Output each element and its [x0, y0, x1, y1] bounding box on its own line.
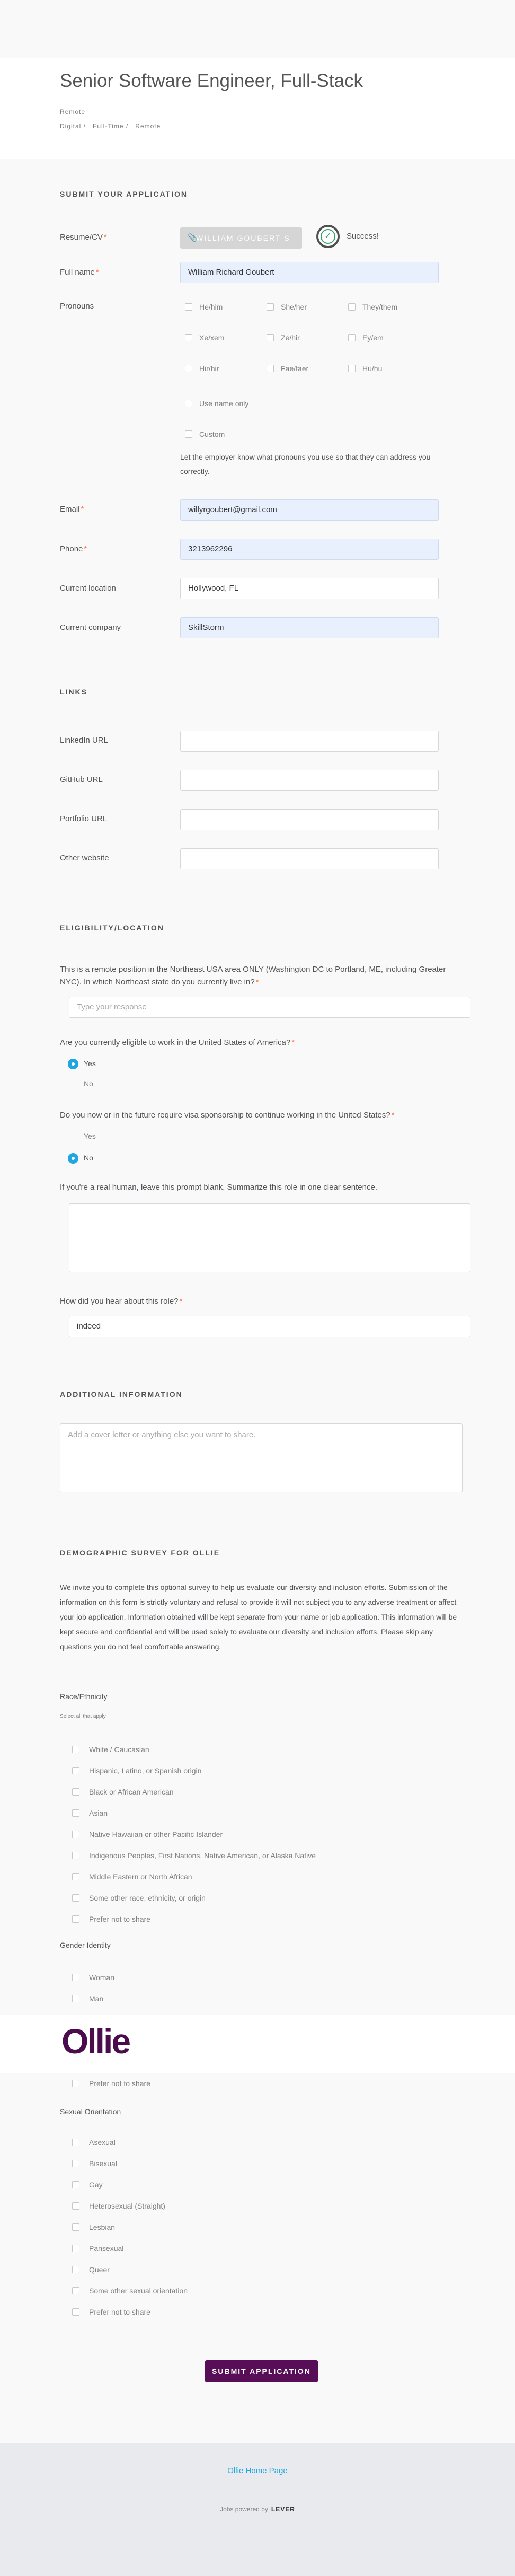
pronoun-option-label: Hir/hir [199, 364, 219, 373]
race-checkbox[interactable] [72, 1746, 79, 1753]
orientation-option-label: Pansexual [89, 2244, 124, 2253]
orientation-option-label: Gay [89, 2181, 103, 2189]
pronoun-checkbox[interactable] [185, 334, 192, 341]
resume-label: Resume/CV * [60, 233, 107, 242]
race-option-label: Asian [89, 1809, 108, 1817]
race-option-label: Middle Eastern or North African [89, 1872, 192, 1881]
application-section-title: SUBMIT YOUR APPLICATION [60, 190, 188, 198]
paperclip-icon: 📎 [188, 233, 199, 242]
race-label: Race/Ethnicity [60, 1692, 108, 1701]
sponsorship-question: Do you now or in the future require visa sponsorship to continue working in the United States? * [60, 1111, 395, 1120]
pronoun-checkbox[interactable] [185, 365, 192, 372]
submit-application-button[interactable]: SUBMIT APPLICATION [205, 2360, 318, 2382]
use-name-only-label: Use name only [199, 399, 249, 408]
eligibility-section-title: ELIGIBILITY/LOCATION [60, 924, 164, 932]
portfolio-label: Portfolio URL [60, 814, 108, 823]
pronoun-option-label: Xe/xem [199, 333, 225, 342]
email-input[interactable]: willyrgoubert@gmail.com [180, 499, 439, 521]
orientation-option-label: Bisexual [89, 2159, 117, 2168]
gender-option-label: Woman [89, 1973, 114, 1982]
eligibility-question: Are you currently eligible to work in the United States of America? * [60, 1038, 295, 1047]
gender-checkbox[interactable] [72, 2080, 79, 2087]
eligible-no-label: No [84, 1079, 93, 1088]
orientation-option-label: Heterosexual (Straight) [89, 2202, 165, 2210]
race-option-label: Prefer not to share [89, 1915, 150, 1923]
orientation-checkbox[interactable] [72, 2202, 79, 2210]
phone-input[interactable]: 3213962296 [180, 539, 439, 560]
gender-option-label: Prefer not to share [89, 2079, 150, 2088]
success-icon: ✓ [316, 225, 340, 248]
eligible-yes-radio[interactable] [68, 1059, 78, 1069]
pronouns-help-text: Let the employer know what pronouns you use so that they can address you correctly. [180, 453, 431, 476]
pronoun-checkbox[interactable] [267, 303, 274, 311]
company-label: Current company [60, 623, 121, 632]
race-checkbox[interactable] [72, 1831, 79, 1838]
orientation-checkbox[interactable] [72, 2245, 79, 2252]
orientation-option-label: Lesbian [89, 2223, 116, 2231]
sponsorship-no-radio[interactable] [68, 1153, 78, 1164]
additional-section-title: ADDITIONAL INFORMATION [60, 1390, 183, 1399]
orientation-checkbox[interactable] [72, 2139, 79, 2146]
custom-pronoun-label: Custom [199, 430, 225, 438]
orientation-checkbox[interactable] [72, 2223, 79, 2231]
pronoun-option-label: Ey/em [362, 333, 384, 342]
orientation-option-label: Some other sexual orientation [89, 2287, 188, 2295]
pronoun-option-label: Ze/hir [281, 333, 300, 342]
state-question: This is a remote position in the Northeast USA area ONLY (Washington DC to Portland, ME, including Greater NYC). In which Northeast state do you currently live in? * [60, 965, 446, 987]
race-option-label: Native Hawaiian or other Pacific Islander [89, 1830, 223, 1839]
email-label: Email * [60, 505, 84, 514]
other-website-input[interactable] [180, 848, 439, 869]
resume-upload-button[interactable]: 📎 WILLIAM GOUBERT-S [180, 227, 302, 249]
survey-section-title: DEMOGRAPHIC SURVEY FOR OLLIE [60, 1549, 220, 1557]
full-name-label: Full name * [60, 268, 99, 277]
github-label: GitHub URL [60, 775, 103, 784]
job-categories: Digital / Full-Time / Remote [60, 122, 161, 130]
lever-logo[interactable]: LEVER [271, 2505, 295, 2513]
race-option-label: Black or African American [89, 1788, 174, 1796]
use-name-only-checkbox[interactable] [185, 400, 192, 407]
gender-checkbox[interactable] [72, 1995, 79, 2002]
survey-intro: We invite you to complete this optional survey to help us evaluate our diversity and inclusion efforts. Submission of the information on this form is strictly voluntary and refusal to provide it will not subject you to any adverse treatment or affect your job application. Information obtained will be kept separate from your name or job application. This information will be kept secure and confidential and will be used solely to evaluate our diversity and inclusion efforts. Please skip any questions you do not feel comfortable answering. [60, 1583, 457, 1651]
orientation-option-label: Queer [89, 2265, 110, 2274]
race-checkbox[interactable] [72, 1894, 79, 1902]
orientation-checkbox[interactable] [72, 2287, 79, 2294]
pronoun-option-label: Fae/faer [281, 364, 309, 373]
pronoun-checkbox[interactable] [348, 303, 356, 311]
pronoun-checkbox[interactable] [348, 365, 356, 372]
race-checkbox[interactable] [72, 1767, 79, 1774]
race-option-label: Hispanic, Latino, or Spanish origin [89, 1766, 202, 1775]
state-input[interactable]: Type your response [69, 997, 470, 1018]
github-input[interactable] [180, 770, 439, 791]
race-option-label: Indigenous Peoples, First Nations, Native American, or Alaska Native [89, 1851, 316, 1860]
sponsorship-yes-label: Yes [84, 1132, 96, 1140]
powered-by: Jobs powered by LEVER [220, 2505, 295, 2513]
race-checkbox[interactable] [72, 1852, 79, 1859]
eligible-no-radio[interactable] [68, 1079, 78, 1089]
race-checkbox[interactable] [72, 1873, 79, 1880]
orientation-checkbox[interactable] [72, 2181, 79, 2188]
referral-input[interactable]: indeed [69, 1316, 470, 1337]
company-input[interactable]: SkillStorm [180, 617, 439, 638]
pronoun-option-label: She/her [281, 303, 307, 311]
orientation-checkbox[interactable] [72, 2266, 79, 2273]
other-website-label: Other website [60, 854, 109, 863]
ollie-logo: Ollie [61, 2021, 130, 2061]
eligible-yes-label: Yes [84, 1059, 96, 1068]
orientation-option-label: Prefer not to share [89, 2308, 150, 2316]
location-input[interactable]: Hollywood, FL [180, 578, 439, 599]
gender-label: Gender Identity [60, 1941, 111, 1949]
pronoun-checkbox[interactable] [267, 334, 274, 341]
job-title: Senior Software Engineer, Full-Stack [60, 71, 363, 91]
race-checkbox[interactable] [72, 1809, 79, 1817]
pronoun-checkbox[interactable] [185, 303, 192, 311]
race-option-label: White / Caucasian [89, 1745, 149, 1754]
referral-question: How did you hear about this role? * [60, 1297, 183, 1306]
pronoun-option-label: Hu/hu [362, 364, 383, 373]
custom-pronoun-checkbox[interactable] [185, 430, 192, 438]
pronoun-option-label: He/him [199, 303, 223, 311]
linkedin-label: LinkedIn URL [60, 736, 108, 745]
sponsorship-yes-radio[interactable] [68, 1131, 78, 1142]
pronoun-checkbox[interactable] [348, 334, 356, 341]
race-checkbox[interactable] [72, 1915, 79, 1923]
race-hint: Select all that apply [60, 1713, 106, 1719]
race-option-label: Some other race, ethnicity, or origin [89, 1894, 206, 1902]
gender-option-label: Man [89, 1994, 104, 2003]
pronouns-label: Pronouns [60, 302, 94, 311]
full-name-input[interactable]: William Richard Goubert [180, 262, 439, 283]
sponsorship-no-label: No [84, 1154, 93, 1162]
pronoun-checkbox[interactable] [267, 365, 274, 372]
location-label: Current location [60, 584, 116, 593]
human-check-textarea[interactable] [69, 1203, 470, 1272]
orientation-option-label: Asexual [89, 2138, 116, 2147]
gender-checkbox[interactable] [72, 1974, 79, 1981]
phone-label: Phone * [60, 544, 87, 553]
company-home-link[interactable]: Ollie Home Page [227, 2466, 288, 2475]
cover-letter-textarea[interactable]: Add a cover letter or anything else you want to share. [60, 1423, 463, 1492]
links-section-title: LINKS [60, 688, 87, 696]
portfolio-input[interactable] [180, 809, 439, 830]
orientation-checkbox[interactable] [72, 2308, 79, 2316]
job-location: Remote [60, 108, 86, 116]
orientation-checkbox[interactable] [72, 2160, 79, 2167]
human-check-question: If you're a real human, leave this prompt blank. Summarize this role in one clear sentence. [60, 1183, 377, 1192]
race-checkbox[interactable] [72, 1788, 79, 1796]
linkedin-input[interactable] [180, 731, 439, 752]
upload-success-text: Success! [347, 232, 379, 241]
orientation-label: Sexual Orientation [60, 2107, 121, 2116]
pronoun-option-label: They/them [362, 303, 398, 311]
